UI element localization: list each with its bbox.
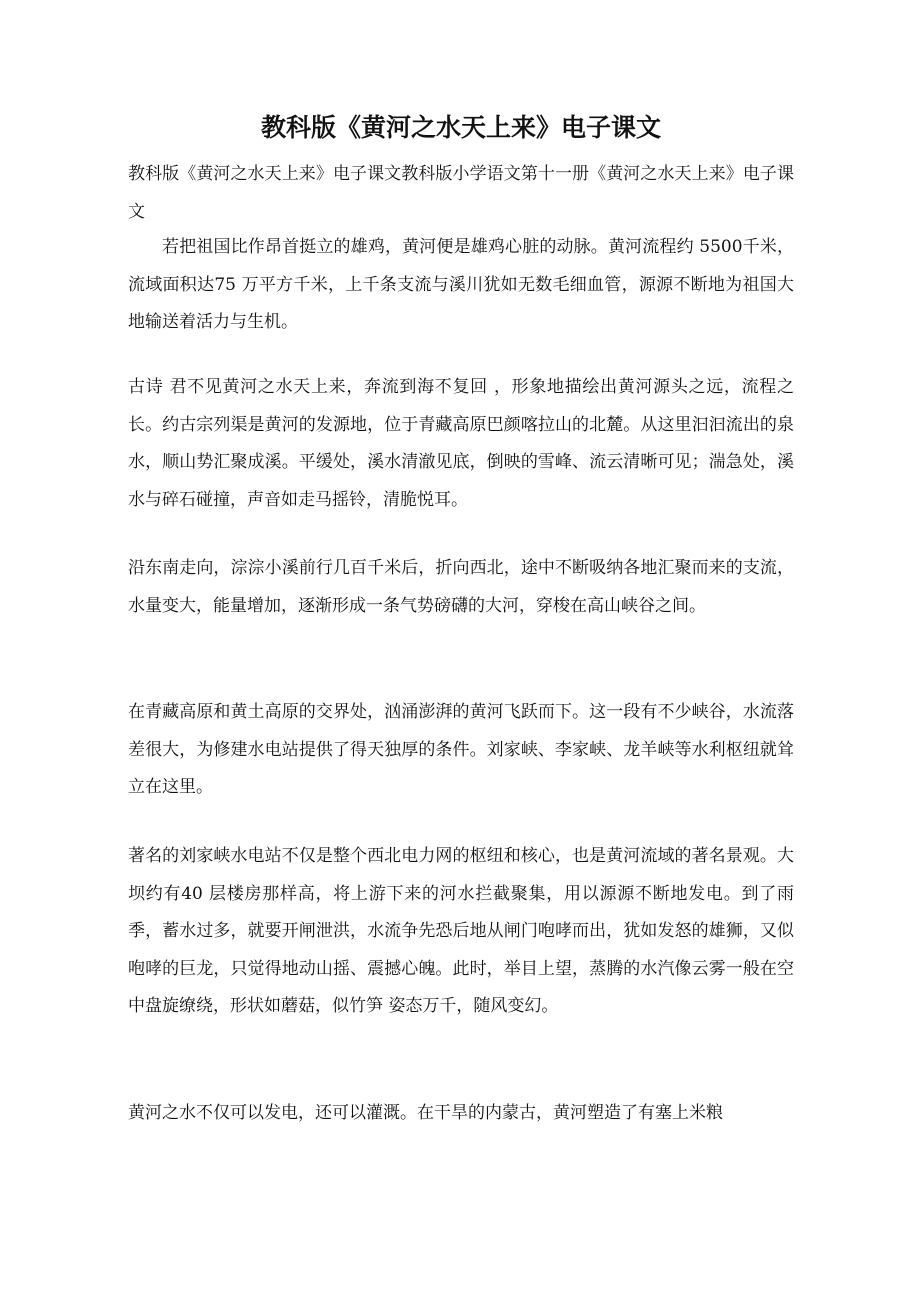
paragraph-3: 沿东南走向，淙淙小溪前行几百千米后，折向西北，途中不断吸纳各地汇聚而来的支流，水量变大，能量增加，逐渐形成一条气势磅礴的大河，穿梭在高山峡谷之间。 [128, 558, 794, 616]
intro-paragraph: 教科版《黄河之水天上来》电子课文教科版小学语文第十一册《黄河之水天上来》电子课文 [128, 164, 794, 222]
paragraph-6: 黄河之水不仅可以发电，还可以灌溉。在干旱的内蒙古，黄河塑造了有塞上米粮 [128, 1103, 723, 1123]
paragraph-4: 在青藏高原和黄土高原的交界处，汹涌澎湃的黄河飞跃而下。这一段有不少峡谷，水流落差很大，为修建水电站提供了得天独厚的条件。刘家峡、李家峡、龙羊峡等水利枢纽就耸立在这里。 [128, 702, 794, 797]
document-title: 教科版《黄河之水天上来》电子课文 [260, 113, 661, 142]
paragraph-5: 著名的刘家峡水电站不仅是整个西北电力网的枢纽和核心，也是黄河流域的著名景观。大坝约有40 层楼房那样高，将上游下来的河水拦截聚集，用以源源不断地发电。到了雨季，蓄水过多，就要开闸泄洪，水流争先恐后地从闸门咆哮而出，犹如发怒的雄狮，又似咆哮的巨龙，只觉得地动山摇、震撼心魄。此时，举目上望，蒸腾的水汽像云雾一般在空中盘旋缭绕，形状如蘑菇，似竹笋 姿态万千，随风变幻。 [128, 846, 794, 1016]
paragraph-2: 古诗 君不见黄河之水天上来，奔流到海不复回 ，形象地描绘出黄河源头之远，流程之长。约古宗列渠是黄河的发源地，位于青藏高原巴颜喀拉山的北麓。从这里汩汩流出的泉水，顺山势汇聚成溪。平缓处，溪水清澈见底，倒映的雪峰、流云清晰可见；湍急处，溪水与碎石碰撞，声音如走马摇铃，清脆悦耳。 [128, 377, 794, 510]
paragraph-1: 若把祖国比作昂首挺立的雄鸡，黄河便是雄鸡心脏的动脉。黄河流程约 5500千米，流域面积达75 万平方千米，上千条支流与溪川犹如无数毛细血管，源源不断地为祖国大地输送着活力与生机。 [128, 237, 794, 332]
